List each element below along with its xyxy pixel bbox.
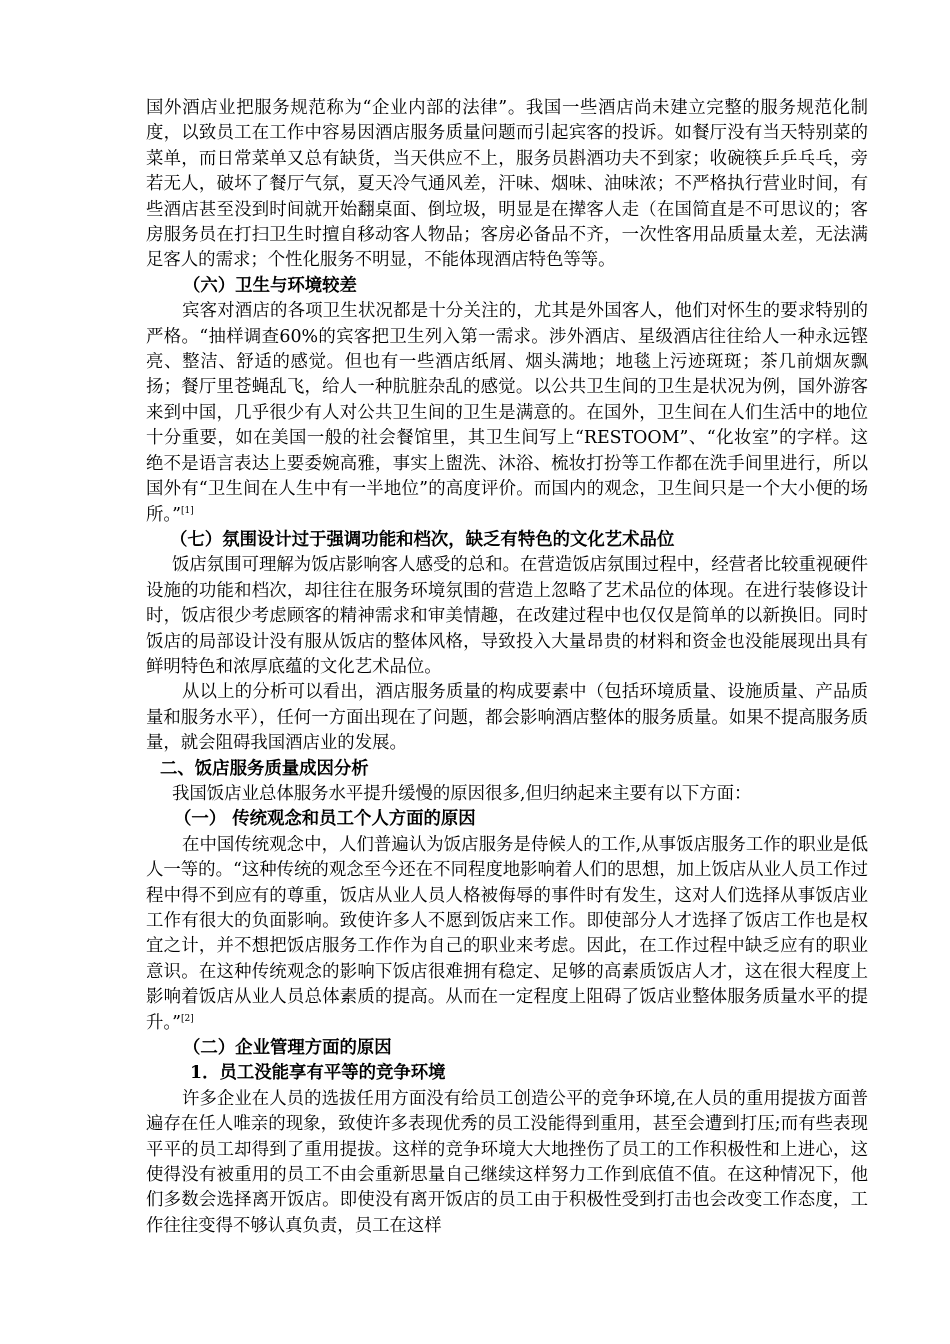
paragraph-hygiene	[146, 299, 868, 528]
section-heading-management: （二）企业管理方面的原因	[183, 1038, 392, 1059]
paragraph-causes-lead: 我国饭店业总体服务水平提升缓慢的原因很多,但归纳起来主要有以下方面：	[172, 783, 752, 804]
document-page	[146, 96, 868, 1239]
paragraph-tradition-text: 在中国传统观念中，人们普遍认为饭店服务是侍候人的工作,从事饭店服务工作的职业是低人一等的。“这种传统的观念至今还在不同程度地影响着人们的思想，加上饭店从业人员工作过程中得不到应有的尊重，饭店从业人员人格被侮辱的事件时有发生，这对人们选择从事饭店业工作有很大的负面影响。致使许多人不愿到饭店来工作。即使部分人才选择了饭店工作也是权宜之计，并不想把饭店服务工作作为自己的职业来考虑。因此，在工作过程中缺乏应有的职业意识。在这种传统观念的影响下饭店很难拥有稳定、足够的高素质饭店人才，这在很大程度上影响着饭店从业人员总体素质的提高。从而在一定程度上阻碍了饭店业整体服务质量水平的提升。”	[146, 834, 868, 1033]
citation-1: [1]	[180, 505, 194, 516]
paragraph-tradition	[146, 833, 868, 1036]
paragraph-summary: 从以上的分析可以看出，酒店服务质量的构成要素中（包括环境质量、设施质量、产品质量和服务水平），任何一方面出现在了问题，都会影响酒店整体的服务质量。如果不提高服务质量，就会阻碍我国酒店业的发展。	[146, 682, 868, 754]
section-heading-hygiene: （六）卫生与环境较差	[183, 275, 357, 296]
subsection-heading-competition: 1．员工没能享有平等的竞争环境	[190, 1063, 446, 1084]
chapter-heading-causes: 二、饭店服务质量成因分析	[160, 758, 369, 779]
section-heading-atmosphere: （七）氛围设计过于强调功能和档次，缺乏有特色的文化艺术品位	[170, 529, 675, 550]
citation-2: [2]	[180, 1013, 194, 1024]
paragraph-competition: 许多企业在人员的选拔任用方面没有给员工创造公平的竞争环境,在人员的重用提拔方面普遍存在任人唯亲的现象，致使许多表现优秀的员工没能得到重用，甚至会遭到打压;而有些表现平平的员工却得到了重用提拔。这样的竞争环境大大地挫伤了员工的工作积极性和上进心，这使得没有被重用的员工不由会重新思量自己继续这样努力工作到底值不值。在这种情况下，他们多数会选择离开饭店。即使没有离开饭店的员工由于积极性受到打击也会改变工作态度，工作往往变得不够认真负责，员工在这样	[146, 1088, 868, 1236]
paragraph-service-norms: 国外酒店业把服务规范称为“企业内部的法律”。我国一些酒店尚未建立完整的服务规范化制度，以致员工在工作中容易因酒店服务质量问题而引起宾客的投诉。如餐厅没有当天特别菜的菜单，而日常菜单又总有缺货，当天供应不上，服务员斟酒功夫不到家；收碗筷乒乒乓乓，旁若无人，破坏了餐厅气氛，夏天冷气通风差，汗味、烟味、油味浓；不严格执行营业时间，有些酒店甚至没到时间就开始翻桌面、倒垃圾，明显是在撵客人走（在国简直是不可思议的；客房服务员在打扫卫生时擅自移动客人物品；客房必备品不齐，一次性客用品质量太差，无法满足客人的需求；个性化服务不明显，不能体现酒店特色等等。	[146, 98, 868, 271]
paragraph-hygiene-text: 宾客对酒店的各项卫生状况都是十分关注的，尤其是外国客人，他们对怀生的要求特别的严格。“抽样调查60%的宾客把卫生列入第一需求。涉外酒店、星级酒店往往给人一种永远铿亮、整洁、舒适的感觉。但也有一些酒店纸屑、烟头满地；地毯上污迹斑斑；茶几前烟灰飘扬；餐厅里苍蝇乱飞，给人一种肮脏杂乱的感觉。以公共卫生间的卫生是状况为例，国外游客来到中国，几乎很少有人对公共卫生间的卫生是满意的。在国外，卫生间在人们生活中的地位十分重要，如在美国一般的社会餐馆里，其卫生间写上“RESTOOM”、“化妆室”的字样。这绝不是语言表达上要委婉高雅，事实上盥洗、沐浴、梳妆打扮等工作都在洗手间里进行，所以国外有“卫生间在人生中有一半地位”的高度评价。而国内的观念，卫生间只是一个大小便的场所。”	[146, 301, 868, 525]
section-heading-tradition: （一） 传统观念和员工个人方面的原因	[174, 809, 476, 830]
paragraph-atmosphere: 饭店氛围可理解为饭店影响客人感受的总和。在营造饭店氛围过程中，经营者比较重视硬件设施的功能和档次，却往往在服务环境氛围的营造上忽略了艺术品位的体现。在进行装修设计时，饭店很少考虑顾客的精神需求和审美情趣，在改建过程中也仅仅是简单的以新换旧。同时饭店的局部设计没有服从饭店的整体风格，导致投入大量昂贵的材料和资金也没能展现出具有鲜明特色和浓厚底蕴的文化艺术品位。	[146, 555, 868, 677]
